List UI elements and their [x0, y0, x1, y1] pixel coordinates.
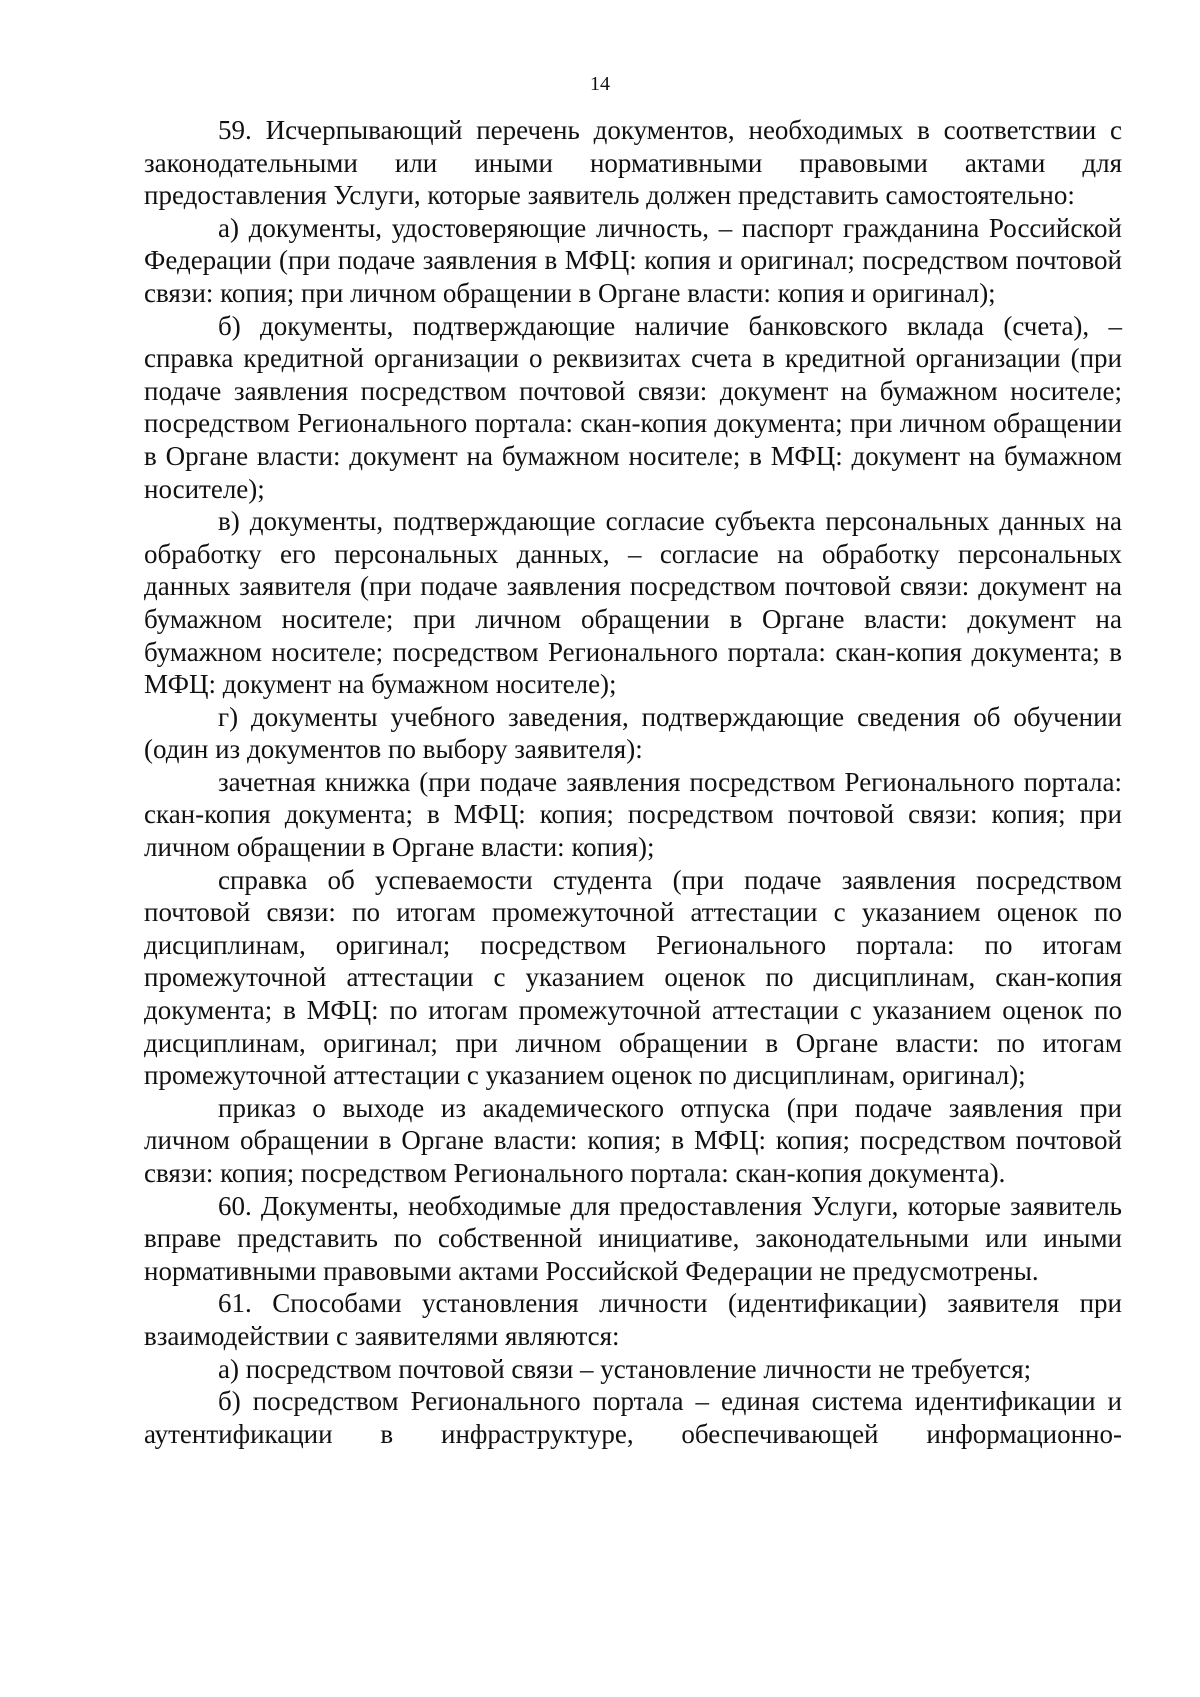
paragraph-60: 60. Документы, необходимые для предоставления Услуги, которые заявитель вправе представить по собственной инициативе, законодательными или иными нормативными правовыми актами Российской Федерации не предусмотрены. — [144, 1190, 1122, 1286]
document-body — [144, 114, 1122, 1450]
paragraph-academic-leave-order: приказ о выходе из академического отпуска (при подаче заявления при личном обращении в Органе власти: копия; в МФЦ: копия; посредством почтовой связи: копия; посредством Регионального портала: скан-копия документа). — [144, 1092, 1122, 1188]
paragraph-progress-certificate: справка об успеваемости студента (при подаче заявления посредством почтовой связи: по итогам промежуточной аттестации с указанием оценок по дисциплинам, оригинал; посредством Регионального портала: по итогам промежуточной аттестации с указанием оценок по дисциплинам, скан-копия документа; в МФЦ: по итогам промежуточной аттестации с указанием оценок по дисциплинам, оригинал; при личном обращении в Органе власти: по итогам промежуточной аттестации с указанием оценок по дисциплинам, оригинал); — [144, 864, 1122, 1091]
paragraph-59-intro: 59. Исчерпывающий перечень документов, необходимых в соответствии с законодательными или иными нормативными правовыми актами для предоставления Услуги, которые заявитель должен представить самостоятельно: — [144, 115, 1122, 211]
paragraph-61-intro: 61. Способами установления личности (идентификации) заявителя при взаимодействии с заявителями являются: — [144, 1288, 1122, 1351]
paragraph-61-a-postal: а) посредством почтовой связи – установление личности не требуется; — [218, 1353, 1032, 1384]
paragraph-59-b-bank-account-documents: б) документы, подтверждающие наличие банковского вклада (счета), – справка кредитной организации о реквизитах счета в кредитной организации (при подаче заявления посредством почтовой связи: документ на бумажном носителе; посредством Регионального портала: скан-копия документа; при личном обращении в Органе власти: документ на бумажном носителе; в МФЦ: документ на бумажном носителе); — [144, 310, 1122, 504]
paragraph-59-g-education-documents: г) документы учебного заведения, подтверждающие сведения об обучении (один из документов по выбору заявителя): — [144, 701, 1122, 765]
paragraph-record-book: зачетная книжка (при подаче заявления посредством Регионального портала: скан-копия документа; в МФЦ: копия; посредством почтовой связи: копия; при личном обращении в Органе власти: копия); — [144, 766, 1122, 863]
paragraph-59-a-identity-documents: а) документы, удостоверяющие личность, – паспорт гражданина Российской Федерации (при подаче заявления в МФЦ: копия и оригинал; посредством почтовой связи: копия; при личном обращении в Органе власти: копия и оригинал); — [144, 212, 1122, 308]
paragraph-61-b-regional-portal: б) посредством Регионального портала – единая система идентификации и аутентификации в инфраструктуре, обеспечивающей информационно- — [144, 1386, 1122, 1449]
page-number: 14 — [590, 73, 610, 95]
paragraph-59-v-personal-data-consent: в) документы, подтверждающие согласие субъекта персональных данных на обработку его персональных данных, – согласие на обработку персональных данных заявителя (при подаче заявления посредством почтовой связи: документ на бумажном носителе; при личном обращении в Органе власти: документ на бумажном носителе; посредством Регионального портала: скан-копия документа; в МФЦ: документ на бумажном носителе); — [144, 506, 1122, 700]
